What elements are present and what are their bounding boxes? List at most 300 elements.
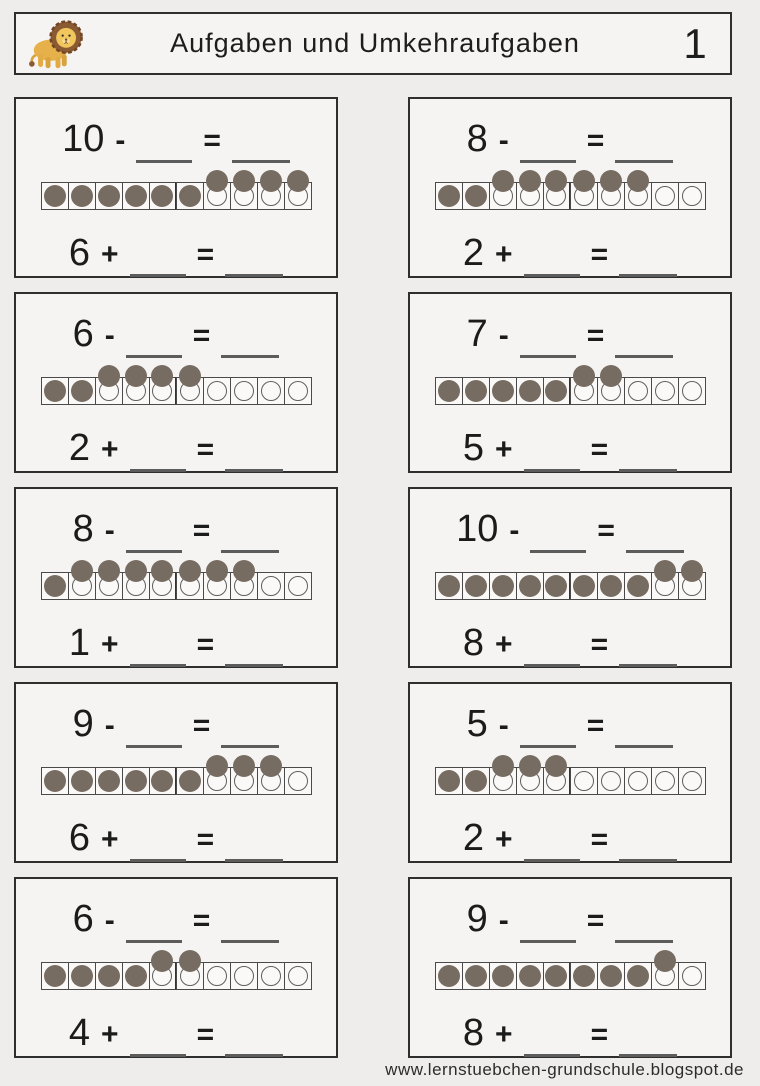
equals-sign: = <box>590 1017 609 1051</box>
counter-dot <box>573 575 595 597</box>
counter-dot <box>125 185 147 207</box>
subtraction-equation <box>73 697 280 743</box>
second-addend-blank[interactable] <box>130 637 186 667</box>
minus-sign: - <box>104 513 115 547</box>
subtraction-equation <box>456 502 684 548</box>
counter-dot <box>438 770 460 792</box>
addend-number: 2 <box>462 817 485 859</box>
counter-dot <box>545 965 567 987</box>
plus-sign: + <box>101 627 119 661</box>
frame-cell-empty <box>284 767 312 795</box>
second-addend-blank[interactable] <box>524 442 580 472</box>
plus-sign: + <box>101 432 119 466</box>
equals-sign: = <box>196 237 215 271</box>
frame-cell-raised <box>95 377 123 405</box>
frame-cell-empty <box>230 962 258 990</box>
subtrahend-blank[interactable] <box>126 523 182 553</box>
frame-cell-filled <box>543 377 571 405</box>
frame-cell-raised <box>122 572 150 600</box>
second-addend-blank[interactable] <box>524 1027 580 1057</box>
raised-counter-dot <box>98 365 120 387</box>
counter-dot <box>519 575 541 597</box>
equals-sign: = <box>590 822 609 856</box>
empty-circle <box>682 381 702 401</box>
ten-frame <box>41 572 312 600</box>
minus-sign: - <box>115 123 126 157</box>
frame-cell-raised <box>203 767 231 795</box>
frame-cell-raised <box>516 182 544 210</box>
frame-cell-filled <box>435 767 463 795</box>
second-addend-blank[interactable] <box>524 637 580 667</box>
plus-sign: + <box>101 237 119 271</box>
difference-blank[interactable] <box>221 328 279 358</box>
page-number: 1 <box>683 19 707 67</box>
addition-equation <box>463 616 677 662</box>
counter-dot <box>600 965 622 987</box>
minus-sign: - <box>498 123 509 157</box>
difference-blank[interactable] <box>626 523 684 553</box>
counter-dot <box>465 575 487 597</box>
frame-cell-raised <box>95 572 123 600</box>
frame-cell-empty <box>203 962 231 990</box>
exercise-box <box>14 487 338 668</box>
counter-dot <box>179 770 201 792</box>
frame-cell-empty <box>284 572 312 600</box>
counter-dot <box>438 185 460 207</box>
empty-circle <box>655 186 675 206</box>
frame-cell-raised <box>284 182 312 210</box>
frame-cell-filled <box>68 767 96 795</box>
subtraction-equation <box>467 307 674 353</box>
counter-dot <box>545 575 567 597</box>
frame-cell-empty <box>651 182 679 210</box>
ten-frame <box>41 962 312 990</box>
raised-counter-dot <box>573 170 595 192</box>
frame-cell-filled <box>41 572 69 600</box>
frame-cell-raised <box>203 572 231 600</box>
subtrahend-blank[interactable] <box>520 328 576 358</box>
equals-sign: = <box>586 318 605 352</box>
ten-frame <box>435 182 706 210</box>
equals-sign: = <box>590 627 609 661</box>
raised-counter-dot <box>125 560 147 582</box>
raised-counter-dot <box>600 365 622 387</box>
empty-circle <box>655 381 675 401</box>
equals-sign: = <box>586 903 605 937</box>
sum-blank[interactable] <box>225 247 283 277</box>
sum-blank[interactable] <box>619 1027 677 1057</box>
counter-dot <box>125 965 147 987</box>
equals-sign: = <box>597 513 615 547</box>
sum-blank[interactable] <box>619 832 677 862</box>
frame-cell-raised <box>543 182 571 210</box>
frame-cell-raised <box>651 962 679 990</box>
addition-equation <box>69 421 283 467</box>
subtrahend-blank[interactable] <box>530 523 586 553</box>
counter-dot <box>125 770 147 792</box>
minus-sign: - <box>104 318 115 352</box>
subtraction-equation <box>467 112 674 158</box>
frame-cell-filled <box>624 962 652 990</box>
frame-cell-empty <box>678 962 706 990</box>
sum-blank[interactable] <box>619 637 677 667</box>
raised-counter-dot <box>179 365 201 387</box>
ten-frame <box>435 377 706 405</box>
counter-dot <box>573 965 595 987</box>
frame-cell-filled <box>41 767 69 795</box>
counter-dot <box>438 965 460 987</box>
frame-cell-filled <box>176 182 204 210</box>
frame-cell-filled <box>570 962 598 990</box>
empty-circle <box>234 966 254 986</box>
counter-dot <box>600 575 622 597</box>
sum-blank[interactable] <box>619 442 677 472</box>
frame-cell-filled <box>41 962 69 990</box>
frame-cell-empty <box>570 767 598 795</box>
frame-cell-filled <box>624 572 652 600</box>
frame-cell-raised <box>176 572 204 600</box>
sum-blank[interactable] <box>225 637 283 667</box>
frame-cell-empty <box>257 572 285 600</box>
raised-counter-dot <box>233 755 255 777</box>
raised-counter-dot <box>545 755 567 777</box>
frame-cell-empty <box>257 962 285 990</box>
frame-cell-filled <box>149 767 177 795</box>
second-addend-blank[interactable] <box>130 247 186 277</box>
raised-counter-dot <box>654 560 676 582</box>
frame-cell-filled <box>516 572 544 600</box>
subtraction-equation <box>73 502 280 548</box>
addend-number: 2 <box>68 427 91 469</box>
counter-dot <box>519 380 541 402</box>
empty-circle <box>288 771 308 791</box>
empty-circle <box>207 966 227 986</box>
frame-cell-filled <box>462 377 490 405</box>
minuend-number: 7 <box>466 313 488 355</box>
minus-sign: - <box>498 903 509 937</box>
frame-cell-empty <box>284 377 312 405</box>
frame-cell-filled <box>41 377 69 405</box>
frame-cell-empty <box>257 377 285 405</box>
frame-cell-filled <box>68 962 96 990</box>
sum-blank[interactable] <box>225 442 283 472</box>
frame-cell-raised <box>624 182 652 210</box>
minuend-number: 8 <box>72 508 94 550</box>
lion-icon <box>26 16 90 72</box>
frame-cell-raised <box>570 182 598 210</box>
source-url: www.lernstuebchen-grundschule.blogspot.de <box>385 1060 744 1079</box>
counter-dot <box>492 380 514 402</box>
frame-cell-filled <box>462 572 490 600</box>
subtrahend-blank[interactable] <box>126 913 182 943</box>
empty-circle <box>288 381 308 401</box>
minuend-number: 8 <box>466 118 488 160</box>
counter-dot <box>179 185 201 207</box>
minus-sign: - <box>104 903 115 937</box>
frame-cell-raised <box>230 182 258 210</box>
frame-cell-filled <box>435 182 463 210</box>
difference-blank[interactable] <box>221 523 279 553</box>
equals-sign: = <box>192 903 211 937</box>
plus-sign: + <box>101 1017 119 1051</box>
addend-number: 8 <box>462 622 485 664</box>
raised-counter-dot <box>151 560 173 582</box>
raised-counter-dot <box>260 170 282 192</box>
ten-frame <box>41 182 312 210</box>
counter-dot <box>465 185 487 207</box>
equals-sign: = <box>192 513 211 547</box>
counter-dot <box>438 380 460 402</box>
empty-circle <box>288 966 308 986</box>
subtrahend-blank[interactable] <box>126 718 182 748</box>
counter-dot <box>98 185 120 207</box>
sum-blank[interactable] <box>225 832 283 862</box>
second-addend-blank[interactable] <box>130 1027 186 1057</box>
frame-cell-filled <box>543 572 571 600</box>
sum-blank[interactable] <box>225 1027 283 1057</box>
subtraction-equation <box>467 697 674 743</box>
raised-counter-dot <box>654 950 676 972</box>
frame-cell-filled <box>489 962 517 990</box>
addition-equation <box>69 811 283 857</box>
counter-dot <box>98 965 120 987</box>
frame-cell-filled <box>435 572 463 600</box>
plus-sign: + <box>101 822 119 856</box>
counter-dot <box>151 185 173 207</box>
equals-sign: = <box>192 318 211 352</box>
raised-counter-dot <box>179 950 201 972</box>
frame-cell-raised <box>68 572 96 600</box>
frame-cell-filled <box>543 962 571 990</box>
equals-sign: = <box>196 627 215 661</box>
counter-dot <box>151 770 173 792</box>
difference-blank[interactable] <box>615 718 673 748</box>
raised-counter-dot <box>519 755 541 777</box>
frame-cell-filled <box>462 767 490 795</box>
frame-cell-filled <box>516 962 544 990</box>
worksheet-header <box>14 12 732 75</box>
minuend-number: 10 <box>456 508 499 550</box>
exercise-box <box>14 97 338 278</box>
empty-circle <box>261 576 281 596</box>
second-addend-blank[interactable] <box>524 832 580 862</box>
equals-sign: = <box>590 237 609 271</box>
raised-counter-dot <box>151 950 173 972</box>
frame-cell-empty <box>651 767 679 795</box>
frame-cell-raised <box>149 962 177 990</box>
subtrahend-blank[interactable] <box>136 133 192 163</box>
counter-dot <box>465 965 487 987</box>
raised-counter-dot <box>681 560 703 582</box>
frame-cell-filled <box>435 962 463 990</box>
exercise-box <box>408 97 732 278</box>
ten-frame <box>41 377 312 405</box>
ten-frame <box>41 767 312 795</box>
counter-dot <box>44 575 66 597</box>
frame-cell-empty <box>230 377 258 405</box>
exercise-box <box>408 292 732 473</box>
raised-counter-dot <box>206 170 228 192</box>
frame-cell-filled <box>41 182 69 210</box>
second-addend-blank[interactable] <box>130 832 186 862</box>
plus-sign: + <box>495 432 513 466</box>
exercise-box <box>408 877 732 1058</box>
frame-cell-filled <box>122 767 150 795</box>
empty-circle <box>655 771 675 791</box>
frame-cell-empty <box>678 182 706 210</box>
frame-cell-raised <box>489 767 517 795</box>
raised-counter-dot <box>545 170 567 192</box>
raised-counter-dot <box>125 365 147 387</box>
frame-cell-raised <box>176 377 204 405</box>
equals-sign: = <box>192 708 211 742</box>
frame-cell-raised <box>257 767 285 795</box>
frame-cell-raised <box>230 572 258 600</box>
minus-sign: - <box>498 708 509 742</box>
frame-cell-filled <box>489 377 517 405</box>
second-addend-blank[interactable] <box>524 247 580 277</box>
counter-dot <box>44 770 66 792</box>
frame-cell-filled <box>68 377 96 405</box>
raised-counter-dot <box>151 365 173 387</box>
counter-dot <box>519 965 541 987</box>
exercise-box <box>408 487 732 668</box>
addend-number: 6 <box>68 232 91 274</box>
subtrahend-blank[interactable] <box>126 328 182 358</box>
raised-counter-dot <box>627 170 649 192</box>
raised-counter-dot <box>519 170 541 192</box>
raised-counter-dot <box>287 170 309 192</box>
minuend-number: 9 <box>72 703 94 745</box>
frame-cell-empty <box>624 767 652 795</box>
equals-sign: = <box>590 432 609 466</box>
equals-sign: = <box>586 123 605 157</box>
counter-dot <box>44 380 66 402</box>
frame-cell-raised <box>230 767 258 795</box>
plus-sign: + <box>495 627 513 661</box>
frame-cell-filled <box>597 962 625 990</box>
frame-cell-filled <box>122 962 150 990</box>
subtrahend-blank[interactable] <box>520 133 576 163</box>
frame-cell-empty <box>284 962 312 990</box>
frame-cell-filled <box>462 962 490 990</box>
counter-dot <box>492 575 514 597</box>
addend-number: 6 <box>68 817 91 859</box>
frame-cell-raised <box>149 377 177 405</box>
raised-counter-dot <box>206 560 228 582</box>
counter-dot <box>465 380 487 402</box>
minuend-number: 6 <box>72 313 94 355</box>
subtrahend-blank[interactable] <box>520 913 576 943</box>
raised-counter-dot <box>492 170 514 192</box>
empty-circle <box>234 381 254 401</box>
counter-dot <box>71 185 93 207</box>
raised-counter-dot <box>71 560 93 582</box>
exercise-box <box>14 877 338 1058</box>
raised-counter-dot <box>600 170 622 192</box>
frame-cell-empty <box>624 377 652 405</box>
frame-cell-raised <box>122 377 150 405</box>
empty-circle <box>261 966 281 986</box>
raised-counter-dot <box>573 365 595 387</box>
difference-blank[interactable] <box>615 328 673 358</box>
minuend-number: 9 <box>466 898 488 940</box>
subtraction-equation <box>73 307 280 353</box>
second-addend-blank[interactable] <box>130 442 186 472</box>
raised-counter-dot <box>233 170 255 192</box>
ten-frame <box>435 767 706 795</box>
addition-equation <box>69 226 283 272</box>
empty-circle <box>288 576 308 596</box>
frame-cell-raised <box>678 572 706 600</box>
difference-blank[interactable] <box>221 913 279 943</box>
frame-cell-raised <box>543 767 571 795</box>
counter-dot <box>71 380 93 402</box>
subtraction-equation <box>467 892 674 938</box>
minus-sign: - <box>509 513 520 547</box>
frame-cell-raised <box>516 767 544 795</box>
frame-cell-empty <box>678 377 706 405</box>
frame-cell-filled <box>489 572 517 600</box>
difference-blank[interactable] <box>615 133 673 163</box>
frame-cell-raised <box>203 182 231 210</box>
difference-blank[interactable] <box>232 133 290 163</box>
frame-cell-raised <box>570 377 598 405</box>
raised-counter-dot <box>179 560 201 582</box>
worksheet-title: Aufgaben und Umkehraufgaben <box>170 28 580 58</box>
counter-dot <box>627 575 649 597</box>
addition-equation <box>463 811 677 857</box>
counter-dot <box>627 965 649 987</box>
frame-cell-empty <box>597 767 625 795</box>
frame-cell-filled <box>176 767 204 795</box>
frame-cell-filled <box>95 962 123 990</box>
frame-cell-empty <box>203 377 231 405</box>
difference-blank[interactable] <box>615 913 673 943</box>
frame-cell-raised <box>489 182 517 210</box>
frame-cell-raised <box>597 377 625 405</box>
ten-frame <box>435 962 706 990</box>
difference-blank[interactable] <box>221 718 279 748</box>
raised-counter-dot <box>98 560 120 582</box>
empty-circle <box>601 771 621 791</box>
frame-cell-filled <box>149 182 177 210</box>
sum-blank[interactable] <box>619 247 677 277</box>
equals-sign: = <box>203 123 221 157</box>
frame-cell-raised <box>257 182 285 210</box>
frame-cell-empty <box>651 377 679 405</box>
frame-cell-filled <box>122 182 150 210</box>
plus-sign: + <box>495 237 513 271</box>
addend-number: 5 <box>462 427 485 469</box>
addition-equation <box>69 1006 283 1052</box>
counter-dot <box>465 770 487 792</box>
frame-cell-raised <box>149 572 177 600</box>
ten-frame <box>435 572 706 600</box>
minus-sign: - <box>498 318 509 352</box>
counter-dot <box>492 965 514 987</box>
addend-number: 1 <box>68 622 91 664</box>
subtrahend-blank[interactable] <box>520 718 576 748</box>
exercise-grid <box>14 97 732 1058</box>
frame-cell-filled <box>95 182 123 210</box>
empty-circle <box>207 381 227 401</box>
addition-equation <box>69 616 283 662</box>
counter-dot <box>98 770 120 792</box>
empty-circle <box>682 186 702 206</box>
subtraction-equation <box>62 112 290 158</box>
addend-number: 2 <box>462 232 485 274</box>
